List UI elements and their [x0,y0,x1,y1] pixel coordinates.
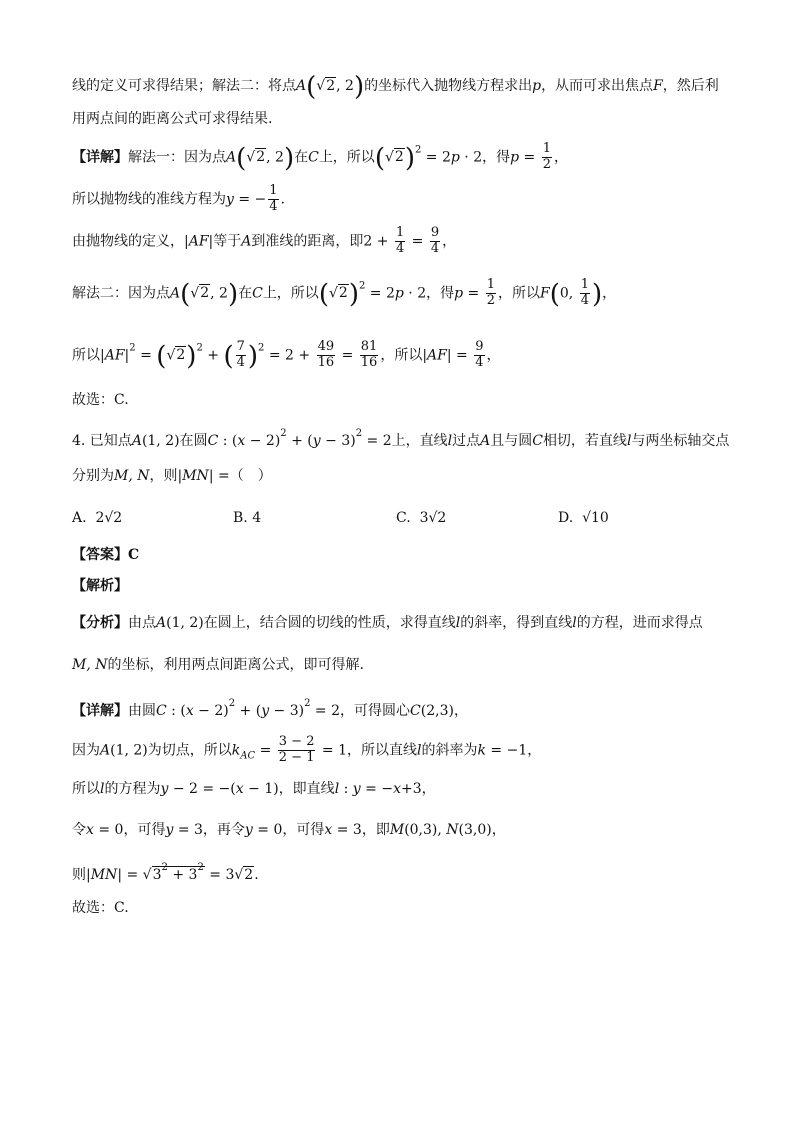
text-line: 【详解】解法一：因为点A(√2, 2)在C上，所以$(√2)^2 = 2p \cdot 2$，得p = $\frac{1}{2}$ ， [72,141,569,174]
text-line: 因为A(1, 2)为切点，所以$k_{AC}$ = $\frac{3 - 2}{2 - 1}$ = 1，所以直线l的斜率为k = −1， [72,734,542,765]
text-line: 由抛物线的定义，|AF|等于A到准线的距离，即2 + $\frac{1}{4}$ = $\frac{9}{4}$ ， [72,225,457,256]
option-d: D. √10 [558,510,609,526]
text-line: 解法二：因为点A(√2, 2)在C上，所以$(√2)^2 = 2p \cdot 2$，得p = $\frac{1}{2}$ ，所以F(0, $\frac{1}{4}$ )， [72,277,617,310]
text-line: M, N的坐标，利用两点间距离公式，即可得解. [72,657,364,673]
text-line: 用两点间的距离公式可求得结果. [72,111,273,127]
text-line: 令x = 0，可得y = 3，再令y = 0，可得x = 3，即M(0,3), N(3,0)， [72,822,506,838]
option-a: A. 2√2 [72,510,123,526]
option-c: C. 3√2 [396,510,447,526]
analysis-tag: 【解析】 [72,578,128,594]
question-stem: 分别为M, N，则|MN| =（ ） [72,468,272,484]
question-stem: 4. 已知点A(1, 2)在圆C : $(x - 2)^2 + (y - 3)^2 = 2$上，直线l过点A且与圆C相切，若直线l与两坐标轴交点 [72,428,730,449]
text-line: 所以抛物线的准线方程为y = − $\frac{1}{4}$ . [72,183,286,214]
text-line: 线的定义可求得结果；解法二：将点A(√2, 2)的坐标代入抛物线方程求出p，从而可求出焦点F，然后利 [72,72,719,102]
text-line: 所以$|AF|^2 = (√2)^2$ + ( $\frac{7}{4}$ )$^2$ = 2 + $\frac{49}{16}$ = $\frac{81}{16}$ ，所以|AF| = $\frac{9}{4}$ ， [72,339,501,372]
option-b: B. 4 [233,510,262,526]
text-line: 【分析】由点A(1, 2)在圆上，结合圆的切线的性质，求得直线l的斜率，得到直线l的方程，进而求得点 [72,615,703,631]
text-line: 则$|MN| = √3^2 + 3^2 = 3√2$. [72,862,259,883]
answer-line: 故选：C. [72,900,129,916]
text-line: 【详解】由圆C : $(x - 2)^2 + (y - 3)^2 = 2$，可得圆心C(2,3)， [72,698,468,719]
answer-line: 故选：C. [72,392,129,408]
answer-tag: 【答案】C [72,547,140,563]
text-line: 所以l的方程为y − 2 = −(x − 1)，即直线l : y = −x+3， [72,781,436,797]
